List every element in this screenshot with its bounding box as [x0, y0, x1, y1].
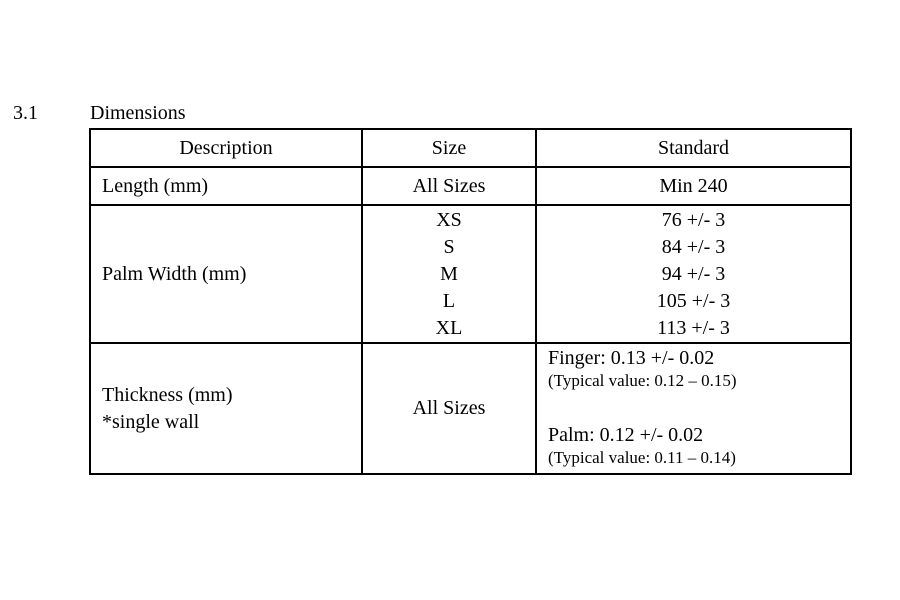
- length-size: All Sizes: [362, 167, 536, 205]
- header-description: Description: [90, 129, 362, 167]
- palm-size-l: L: [442, 289, 456, 312]
- table-row-palm-width: [90, 205, 851, 343]
- palm-standard-m: 94 +/- 3: [661, 262, 726, 285]
- length-standard: Min 240: [536, 167, 851, 205]
- header-standard: Standard: [536, 129, 851, 167]
- palm-standard-s: 84 +/- 3: [661, 235, 726, 258]
- table-header-row: [90, 129, 851, 167]
- palm-width-standards: [536, 205, 851, 343]
- palm-thickness: Palm: 0.12 +/- 0.02: [548, 424, 704, 446]
- thickness-label: Thickness (mm): [102, 383, 233, 406]
- finger-typical-value: (Typical value: 0.12 – 0.15): [548, 371, 737, 390]
- palm-standard-xs: 76 +/- 3: [661, 208, 726, 231]
- section-number: 3.1: [13, 102, 38, 124]
- palm-size-xs: XS: [436, 208, 462, 231]
- palm-width-description: Palm Width (mm): [90, 205, 362, 343]
- thickness-description: [90, 343, 362, 474]
- table-row-length: [90, 167, 851, 205]
- palm-typical-value: (Typical value: 0.11 – 0.14): [548, 448, 736, 467]
- palm-width-sizes: [362, 205, 536, 343]
- palm-size-s: S: [443, 235, 455, 258]
- length-description: Length (mm): [90, 167, 362, 205]
- thickness-note: *single wall: [102, 410, 200, 433]
- finger-thickness: Finger: 0.13 +/- 0.02: [548, 347, 715, 369]
- dimensions-table: [89, 128, 852, 475]
- thickness-size: All Sizes: [362, 343, 536, 474]
- table-row-thickness: [90, 343, 851, 474]
- thickness-standard: [536, 343, 851, 474]
- palm-standard-xl: 113 +/- 3: [657, 316, 730, 339]
- palm-size-xl: XL: [435, 316, 463, 339]
- header-size: Size: [362, 129, 536, 167]
- palm-standard-l: 105 +/- 3: [656, 289, 731, 312]
- palm-size-m: M: [440, 262, 458, 285]
- section-title: Dimensions: [90, 102, 186, 124]
